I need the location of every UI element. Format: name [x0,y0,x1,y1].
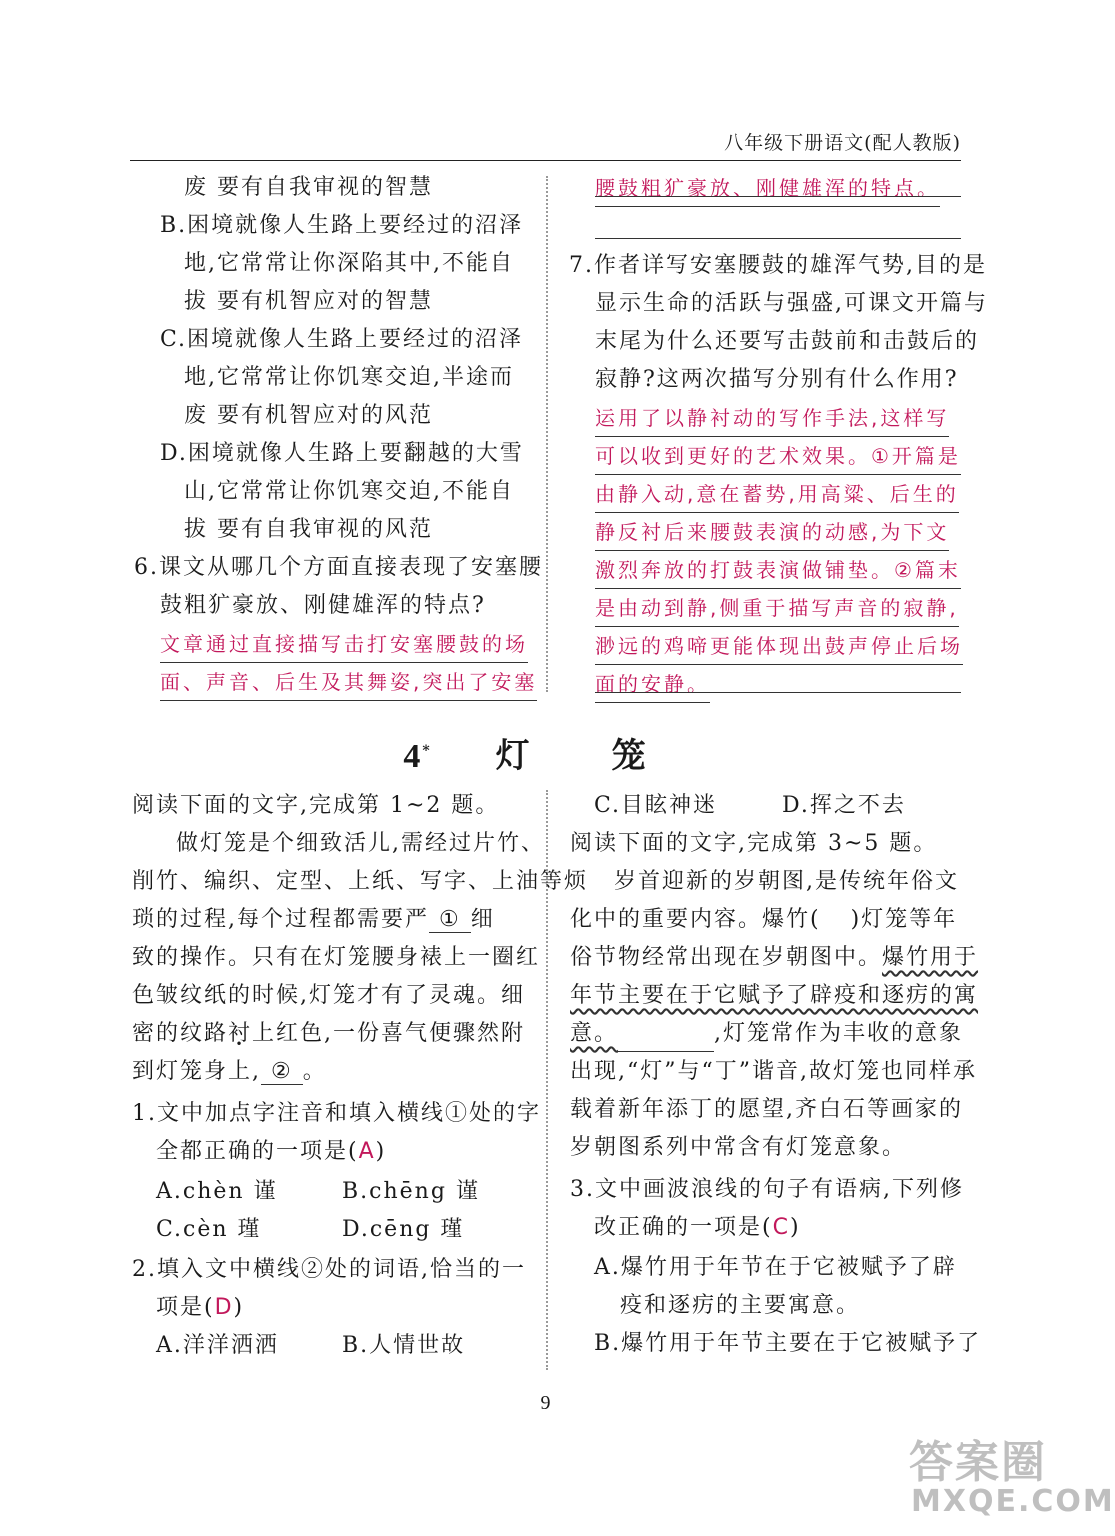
passage-1-line-3 [132,902,495,938]
passage-2-line-5-post: ,灯笼常作为丰收的意象 [714,1021,964,1046]
answer-3: C [772,1215,790,1240]
question-1-close: ) [375,1139,387,1164]
watermark-logo [909,1426,1115,1526]
question-2-line-2 [156,1290,244,1326]
passage-2-line-6: 出现,“灯”与“丁”谐音,故灯笼也同样承 [570,1059,977,1084]
question-2-option-d: D.挥之不去 [782,793,906,818]
question-1-line-1: 1.文中加点字注音和填入横线①处的字 [132,1101,541,1126]
passage-1-line-7-pre: 到灯笼身上, [132,1059,261,1084]
option-c-line-3: 废 要有机智应对的风范 [184,403,433,428]
question-7-line-1: 7.作者详写安塞腰鼓的雄浑气势,目的是 [569,253,987,278]
option-b-line-3: 拔 要有机智应对的智慧 [184,289,433,314]
question-2-option-c: C.目眩神迷 [594,793,718,818]
question-3-option-a-line-2: 疫和逐疠的主要寓意。 [620,1293,861,1318]
option-d-line-3: 拔 要有自我审视的风范 [184,517,433,542]
question-3-close: ) [789,1215,801,1240]
option-c-line-1: C.困境就像人生路上要经过的沼泽 [160,327,524,352]
passage-2-line-2 [570,902,957,938]
passage-1-line-1: 做灯笼是个细致活儿,需经过片竹、 [176,831,545,856]
dotted-char: 衬 [228,1021,253,1046]
question-1-option-b: B.chēng 谨 [342,1179,480,1204]
passage-2-line-2-post: )灯笼等年 [850,907,958,932]
answer-7-line-7: 渺远的鸡啼更能体现出鼓声停止后场 [595,628,963,665]
page-number: 9 [540,1392,551,1414]
passage-1-line-2: 削竹、编织、定型、上纸、写字、上油等烦 [132,869,589,894]
passage-1-line-3-text: 琐的过程,每个过程都需要严 [132,907,429,932]
passage-2-line-4 [570,978,978,1014]
passage-2-line-1: 岁首迎新的岁朝图,是传统年俗文 [614,869,959,894]
answer-7-line-6: 是由动到静,侧重于描写声音的寂静, [595,590,959,627]
watermark-text-2: MXQE.COM [911,1484,1115,1519]
answer-7-line-4: 静反衬后来腰鼓表演的动感,为下文 [595,514,949,551]
lesson-title-char-1: 灯 [495,736,532,776]
answer-6-line-3: 腰鼓粗犷豪放、刚健雄浑的特点。 [595,170,940,207]
answer-6-line-1: 文章通过直接描写击打安塞腰鼓的场 [160,626,528,663]
option-d-line-1: D.困境就像人生路上要翻越的大雪 [160,441,524,466]
question-1-line-2 [156,1134,386,1170]
passage-1-line-6 [132,1016,525,1052]
question-3-option-a-line-1: A.爆竹用于年节在于它被赋予了辟 [594,1255,957,1280]
question-1-option-a: A.chèn 谨 [156,1179,278,1204]
question-2-stem: 项是( [156,1295,215,1320]
passage-2-line-3-pre: 俗节物经常出现在岁朝图中。 [570,945,883,970]
option-d-line-2: 山,它常常让你饥寒交迫,不能自 [184,479,514,504]
answer-6-empty-rule [595,238,961,239]
answer-1: A [358,1139,376,1164]
watermark-text-1: 答案圈 [909,1437,1047,1488]
question-3-stem: 改正确的一项是( [594,1215,773,1240]
blank-3 [618,1029,714,1052]
answer-7-line-2: 可以收到更好的艺术效果。①开篇是 [595,438,961,475]
lesson-star: * [422,742,432,759]
answer-7-line-3: 由静入动,意在蓄势,用高粱、后生的 [595,476,959,513]
answer-6-blank-rule [595,196,961,197]
passage-1-line-5: 色皱纹纸的时候,灯笼才有了灵魂。细 [132,983,525,1008]
question-6-line-1: 6.课文从哪几个方面直接表现了安塞腰 [134,555,543,580]
answer-7-line-8: 面的安静。 [595,666,710,703]
passage-1-line-6-pre: 密的纹路 [132,1021,229,1046]
question-2-option-b: B.人情世故 [342,1333,466,1358]
passage-2-line-7: 载着新年添丁的愿望,齐白石等画家的 [570,1097,963,1122]
passage-1-line-7-end: 。 [302,1059,327,1084]
question-7-line-4: 寂静?这两次描写分别有什么作用? [595,367,959,392]
column-divider-top [546,176,548,692]
question-1-stem: 全都正确的一项是( [156,1139,359,1164]
answer-7-line-5: 激烈奔放的打鼓表演做铺垫。②篇末 [595,552,961,589]
option-a-tail: 废 要有自我审视的智慧 [184,175,433,200]
passage-1-line-6-post: 上红色,一份喜气便骤然附 [252,1021,526,1046]
passage-2-line-3 [570,940,978,976]
passage-1-line-7 [132,1054,327,1090]
blank-2: ② [261,1059,303,1085]
passage-2-line-2-pre: 化中的重要内容。爆竹( [570,907,821,932]
lesson-title-char-2: 笼 [611,736,648,776]
passage-2-line-8: 岁朝图系列中常含有灯笼意象。 [570,1135,907,1160]
reading-intro-2: 阅读下面的文字,完成第 3~5 题。 [570,831,938,856]
wavy-sentence-part-1: 爆竹用于 [882,945,979,970]
passage-2-line-5 [570,1016,963,1052]
question-2-line-1: 2.填入文中横线②处的词语,恰当的一 [132,1257,526,1282]
option-c-line-2: 地,它常常让你饥寒交迫,半途而 [184,365,514,390]
lesson-number: 4 [403,738,423,775]
blank-1: ① [429,907,471,933]
question-6-line-2: 鼓粗犷豪放、刚健雄浑的特点? [160,593,486,618]
question-1-option-d: D.cēng 瑾 [342,1217,465,1242]
question-7-line-3: 末尾为什么还要写击鼓前和击鼓后的 [595,329,980,354]
wavy-sentence-part-3: 意。 [570,1021,619,1046]
header-rule [130,160,961,161]
passage-1-line-3-end: 细 [470,907,495,932]
option-b-line-1: B.困境就像人生路上要经过的沼泽 [160,213,524,238]
question-7-line-2: 显示生命的活跃与强盛,可课文开篇与 [595,291,988,316]
answer-2: D [214,1295,234,1320]
passage-1-line-4: 致的操作。只有在灯笼腰身裱上一圈红 [132,945,541,970]
option-b-line-2: 地,它常常让你深陷其中,不能自 [184,251,514,276]
question-3-line-2 [594,1210,801,1246]
reading-intro-1: 阅读下面的文字,完成第 1~2 题。 [132,793,500,818]
question-2-close: ) [233,1295,245,1320]
question-1-option-c: C.cèn 瑾 [156,1217,262,1242]
question-3-line-1: 3.文中画波浪线的句子有语病,下列修 [570,1177,964,1202]
answer-7-end-rule [595,692,961,693]
question-2-option-a: A.洋洋洒洒 [156,1333,279,1358]
answer-7-line-1: 运用了以静衬动的写作手法,这样写 [595,400,949,437]
wavy-sentence-part-2: 年节主要在于它赋予了辟疫和逐疠的寓 [570,983,979,1008]
question-3-option-b-line-1: B.爆竹用于年节主要在于它被赋予了 [594,1331,982,1356]
running-header: 八年级下册语文(配人教版) [724,132,961,154]
answer-6-line-2: 面、声音、后生及其舞姿,突出了安塞 [160,664,537,701]
lesson-title [0,728,1091,777]
